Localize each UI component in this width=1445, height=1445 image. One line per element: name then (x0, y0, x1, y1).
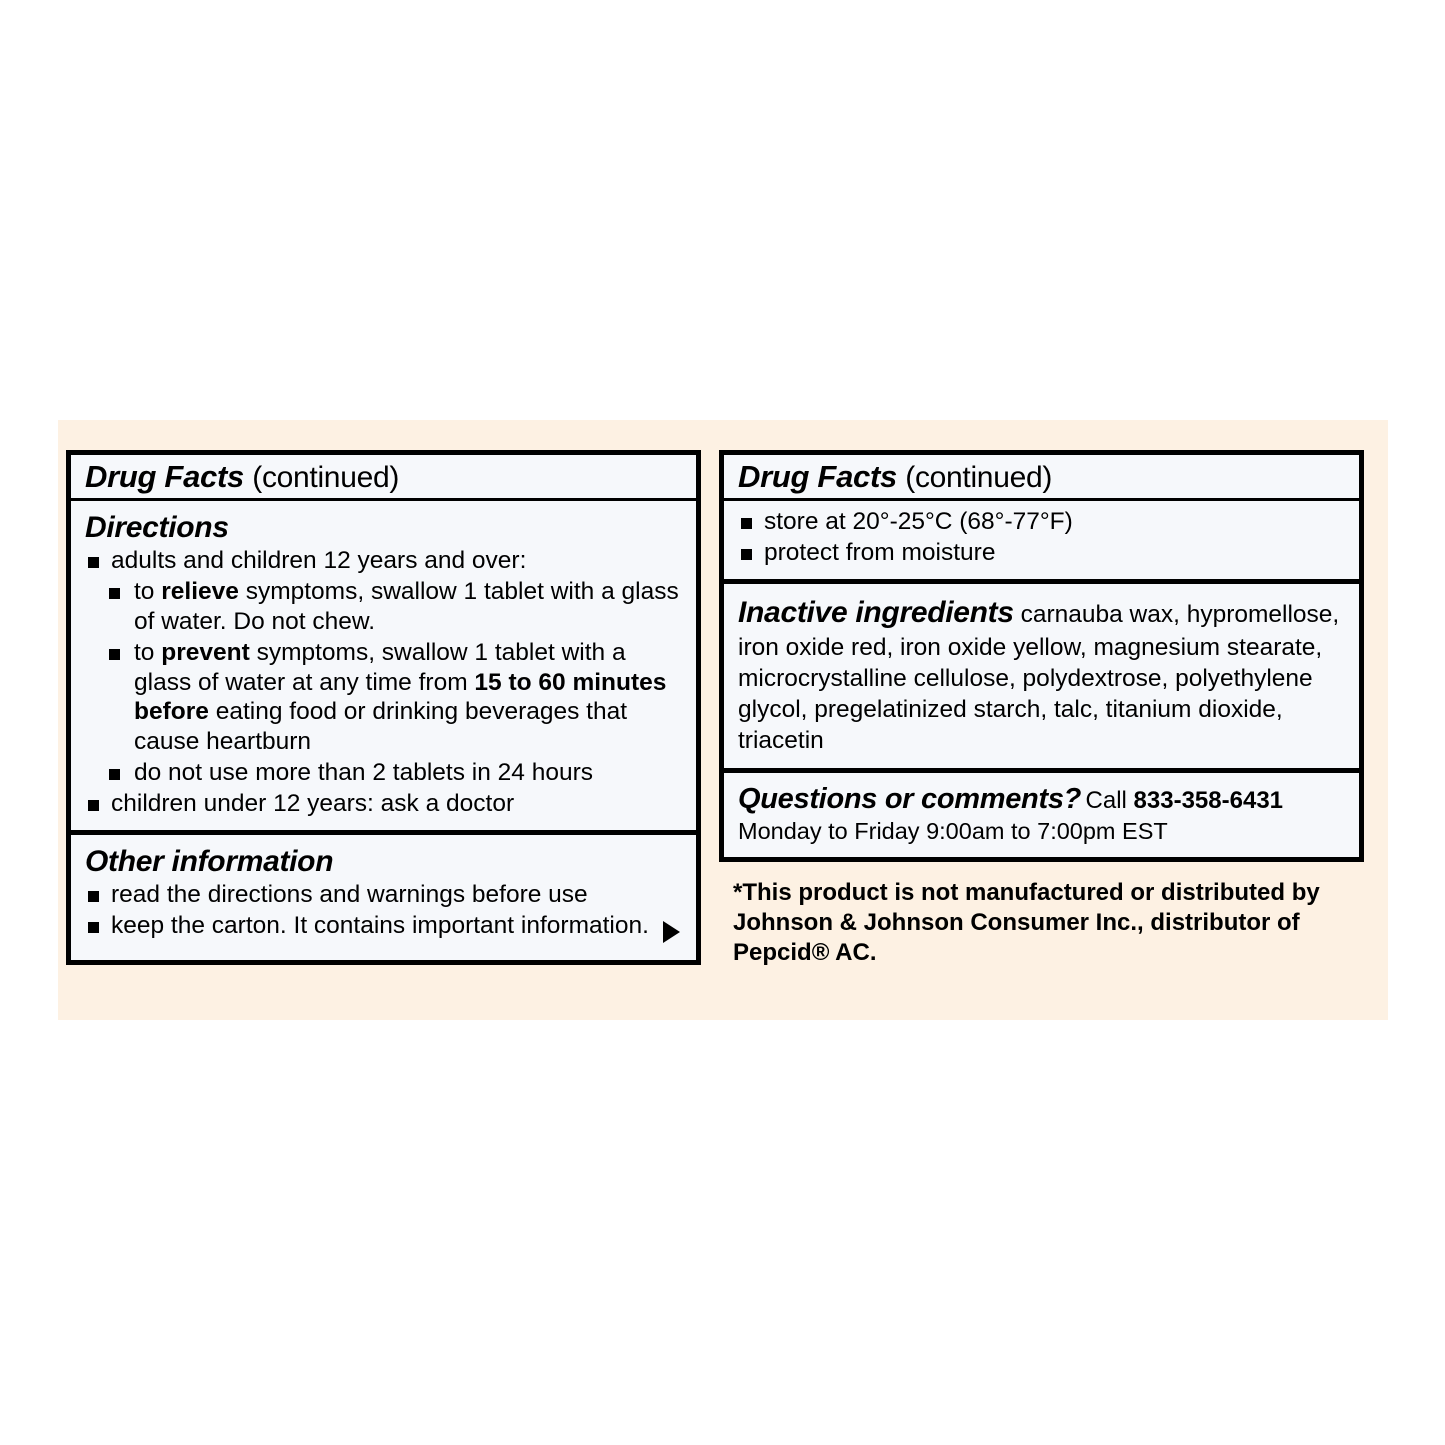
directions-heading: Directions (85, 511, 229, 544)
inactive-ingredients-box (719, 584, 1364, 774)
directions-sub-item-prevent: to prevent symptoms, swallow 1 tablet with a glass of water at any time from 15 to 60 minutes before eating food or drinking beverages that cause heartburn (107, 638, 682, 758)
left-panel-title-main: Drug Facts (85, 459, 244, 494)
other-information-item-2 (85, 911, 682, 941)
questions-section (724, 773, 1359, 857)
directions-sub-item-max-dose: do not use more than 2 tablets in 24 hours (107, 758, 682, 788)
drug-facts-label-card (58, 420, 1388, 1020)
continuation-arrow-icon (663, 921, 680, 943)
inactive-ingredients-section (724, 584, 1359, 769)
other-information-list (85, 880, 682, 941)
drug-facts-panels (66, 450, 1380, 968)
inactive-ingredients-heading: Inactive ingredients (738, 595, 1014, 629)
storage-item-temperature-text: store at 20°-25°C (68°-77°F) (764, 508, 1073, 535)
storage-box (719, 450, 1364, 584)
questions-hours: Monday to Friday 9:00am to 7:00pm EST (738, 818, 1168, 845)
left-panel-title (71, 455, 696, 501)
manufacturer-footnote (719, 862, 1364, 968)
right-drug-facts-panel (719, 450, 1364, 968)
other-information-item-2-text: keep the carton. It contains important information. (111, 911, 649, 939)
directions-adults-text: adults and children 12 years and over: (111, 547, 527, 574)
other-information-heading: Other information (85, 844, 334, 878)
directions-adults-item (85, 546, 682, 576)
directions-children-item (85, 789, 682, 819)
other-information-section (71, 835, 696, 960)
right-panel-title-continued: (continued) (905, 461, 1053, 494)
directions-sub-list (85, 577, 682, 788)
questions-call-word: Call (1085, 787, 1127, 815)
storage-list (738, 507, 1345, 568)
directions-children-list (85, 789, 682, 819)
directions-section (71, 501, 696, 830)
questions-box (719, 773, 1364, 862)
storage-item-moisture (738, 538, 1345, 568)
other-information-item-1-text: read the directions and warnings before use (111, 880, 588, 908)
inactive-ingredients-text: carnauba wax, hypromellose, iron oxide red, iron oxide yellow, magnesium stearate, microcrystalline cellulose, polydextrose, polyethylene glycol, pregelatinized starch, talc, titanium dioxide, triacetin (738, 600, 1340, 755)
questions-phone-number[interactable]: 833-358-6431 (1133, 787, 1284, 815)
storage-item-temperature (738, 507, 1345, 537)
right-panel-title-main: Drug Facts (738, 459, 897, 494)
storage-item-moisture-text: protect from moisture (764, 538, 996, 566)
directions-children-text: children under 12 years: ask a doctor (111, 790, 515, 817)
right-panel-title (724, 455, 1359, 501)
questions-heading: Questions or comments? (738, 783, 1082, 816)
left-drug-facts-panel (66, 450, 701, 965)
directions-list (85, 546, 682, 576)
questions-line (738, 783, 1345, 816)
questions-phone-block (1086, 787, 1283, 814)
inactive-ingredients-paragraph (738, 594, 1345, 757)
storage-section (724, 501, 1359, 579)
directions-sub-item-relieve: to relieve symptoms, swallow 1 tablet with a glass of water. Do not chew. (107, 577, 682, 637)
left-panel-title-continued: (continued) (252, 461, 400, 494)
manufacturer-footnote-text: *This product is not manufactured or distributed by Johnson & Johnson Consumer Inc., distributor of Pepcid® AC. (733, 879, 1320, 967)
other-information-item-1 (85, 880, 682, 910)
